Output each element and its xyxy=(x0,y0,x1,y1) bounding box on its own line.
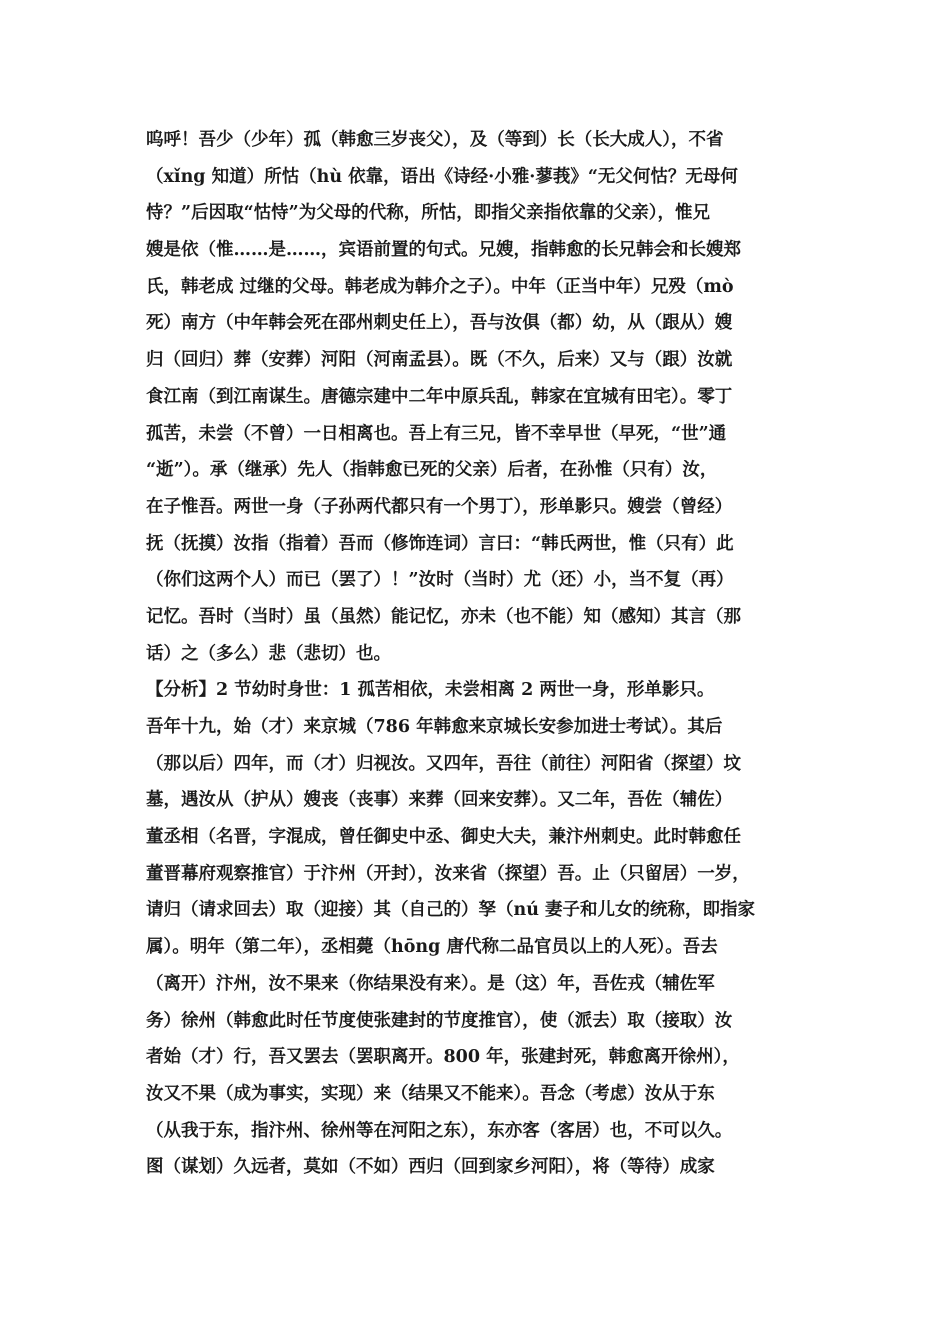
text-line: 属）。明年（第二年），丞相薨（hōng 唐代称二品官员以上的人死）。吾去 xyxy=(146,937,718,958)
text-line: 汝又不果（成为事实，实现）来（结果又不能来）。吾念（考虑）汝从于东 xyxy=(146,1083,715,1104)
text-line: 请归（请求回去）取（迎接）其（自己的）孥（nú 妻子和儿女的统称，即指家 xyxy=(146,900,756,921)
text-line: （那以后）四年，而（才）归视汝。又四年，吾往（前往）河阳省（探望）坟 xyxy=(146,753,741,774)
text-line: 话）之（多么）悲（悲切）也。 xyxy=(146,643,391,664)
text-line: 在子惟吾。两世一身（子孙两代都只有一个男丁），形单影只。嫂尝（曾经） xyxy=(146,496,733,517)
text-line: 者始（才）行，吾又罢去（罢职离开。800 年，张建封死，韩愈离开徐州）， xyxy=(146,1047,740,1068)
text-line: 董丞相（名晋，字混成，曾任御史中丞、御史大夫，兼汴州刺史。此时韩愈任 xyxy=(146,827,741,848)
text-line: 氏，韩老成 过继的父母。韩老成为韩介之子）。中年（正当中年）兄殁（mò xyxy=(146,276,734,297)
text-line: 归（回归）葬（安葬）河阳（河南孟县）。既（不久，后来）又与（跟）汝就 xyxy=(146,350,733,371)
text-line: 死）南方（中年韩会死在邵州刺史任上），吾与汝俱（都）幼，从（跟从）嫂 xyxy=(146,313,733,334)
text-line: （从我于东，指汴州、徐州等在河阳之东），东亦客（客居）也，不可以久。 xyxy=(146,1120,733,1141)
body-text xyxy=(146,122,826,1186)
text-line: 嫂是依（惟……是……，宾语前置的句式。兄嫂，指韩愈的长兄韩会和长嫂郑 xyxy=(146,240,741,261)
text-line: 食江南（到江南谋生。唐德宗建中二年中原兵乱，韩家在宜城有田宅）。零丁 xyxy=(146,386,733,407)
text-line: 务）徐州（韩愈此时任节度使张建封的节度推官），使（派去）取（接取）汝 xyxy=(146,1010,733,1031)
text-line: 墓，遇汝从（护从）嫂丧（丧事）来葬（回来安葬）。又二年，吾佐（辅佐） xyxy=(146,790,733,811)
text-line: 记忆。吾时（当时）虽（虽然）能记忆，亦未（也不能）知（感知）其言（那 xyxy=(146,606,741,627)
analysis-line: 【分析】2 节幼时身世：1 孤苦相依，未尝相离 2 两世一身，形单影只。 xyxy=(146,680,715,701)
text-line: （你们这两个人）而已（罢了）！”汝时（当时）尤（还）小，当不复（再） xyxy=(146,570,734,591)
text-line: 孤苦，未尝（不曾）一日相离也。吾上有三兄，皆不幸早世（早死，“世”通 xyxy=(146,423,727,444)
text-line: （xǐng 知道）所怙（hù 依靠，语出《诗经·小雅·蓼莪》“无父何怙？无母何 xyxy=(146,166,738,187)
text-line: 吾年十九，始（才）来京城（786 年韩愈来京城长安参加进士考试）。其后 xyxy=(146,717,723,737)
text-line: 恃？”后因取“怙恃”为父母的代称，所怙，即指父亲指依靠的父亲），惟兄 xyxy=(146,203,710,224)
text-line: 抚（抚摸）汝指（指着）吾而（修饰连词）言曰：“韩氏两世，惟（只有）此 xyxy=(146,533,734,554)
text-line: 图（谋划）久远者，莫如（不如）西归（回到家乡河阳），将（等待）成家 xyxy=(146,1157,715,1178)
text-line: 董晋幕府观察推官）于汴州（开封），汝来省（探望）吾。止（只留居）一岁， xyxy=(146,863,750,884)
text-line: “逝”）。承（继承）先人（指韩愈已死的父亲）后者，在孙惟（只有）汝， xyxy=(146,460,718,481)
text-line: 呜呼！吾少（少年）孤（韩愈三岁丧父），及（等到）长（长大成人），不省 xyxy=(146,130,724,150)
text-line: （离开）汴州，汝不果来（你结果没有来）。是（这）年，吾佐戎（辅佐军 xyxy=(146,973,715,994)
